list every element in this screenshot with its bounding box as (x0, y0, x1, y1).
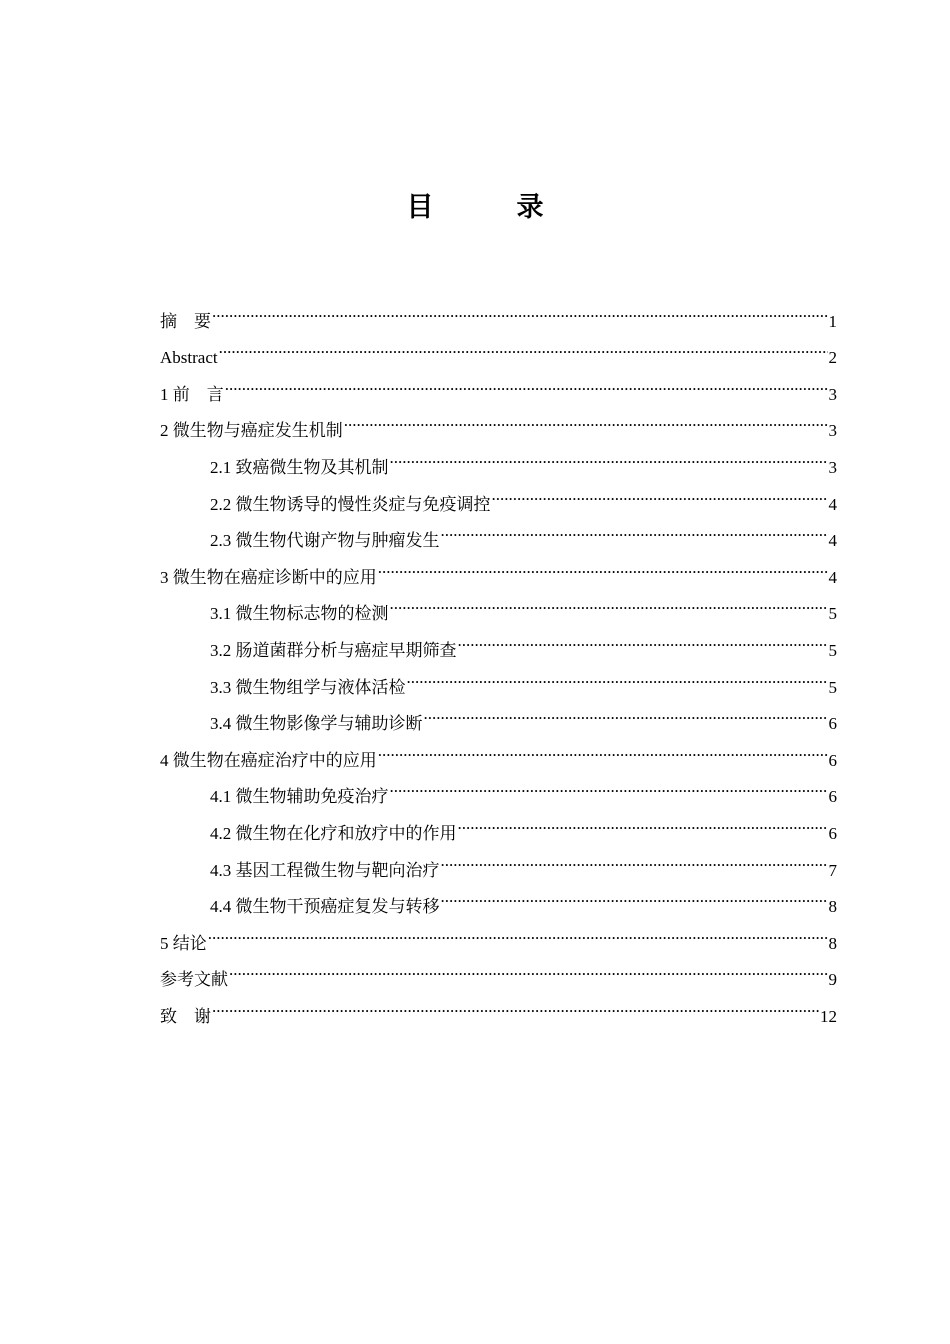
toc-entry-label: 2.2 微生物诱导的慢性炎症与免疫调控 (210, 494, 491, 514)
toc-entry-label: 4.4 微生物干预癌症复发与转移 (210, 897, 440, 917)
toc-entry-label: 致 谢 (160, 1006, 211, 1026)
toc-entry-label: 5 结论 (160, 933, 207, 953)
toc-entry-label: 2 微生物与癌症发生机制 (160, 421, 343, 441)
toc-entry-page: 8 (828, 933, 837, 953)
toc-dot-leader (229, 949, 828, 986)
toc-dot-leader (492, 473, 828, 510)
toc-entry-page: 5 (828, 677, 837, 697)
toc-entry-label: 参考文献 (160, 970, 228, 990)
toc-entry-label: 4 微生物在癌症治疗中的应用 (160, 750, 377, 770)
toc-entry-page: 3 (828, 457, 837, 477)
toc-dot-leader (378, 729, 828, 766)
toc-entry-page: 1 (828, 311, 837, 331)
toc-entry-label: 3 微生物在癌症诊断中的应用 (160, 567, 377, 587)
toc-dot-leader (390, 436, 828, 473)
toc-entry-page: 4 (828, 567, 837, 587)
toc-entry-page: 5 (828, 604, 837, 624)
toc-entry-page: 5 (828, 640, 837, 660)
toc-entry[interactable] (160, 912, 837, 953)
toc-entry-label: 1 前 言 (160, 384, 224, 404)
toc-entry-label: 3.2 肠道菌群分析与癌症早期筛查 (210, 640, 457, 660)
toc-entry[interactable] (160, 400, 837, 441)
toc-entry-page: 4 (828, 531, 837, 551)
toc-entry-page: 3 (828, 421, 837, 441)
toc-entry[interactable] (160, 327, 837, 368)
toc-dot-leader (390, 583, 828, 620)
toc-dot-leader (458, 802, 828, 839)
toc-dot-leader (424, 693, 828, 730)
table-of-contents (160, 290, 837, 1026)
toc-entry-page: 7 (828, 860, 837, 880)
toc-dot-leader (208, 912, 828, 949)
toc-dot-leader (441, 510, 828, 547)
toc-dot-leader (212, 290, 828, 327)
toc-entry[interactable] (160, 985, 837, 1026)
toc-entry-page: 6 (828, 823, 837, 843)
toc-entry-label: 4.1 微生物辅助免疫治疗 (210, 787, 389, 807)
toc-entry-page: 4 (828, 494, 837, 514)
toc-dot-leader (212, 985, 819, 1022)
toc-title: 目 录 (406, 192, 572, 223)
toc-entry-page: 6 (828, 750, 837, 770)
toc-dot-leader (407, 656, 828, 693)
toc-dot-leader (441, 876, 828, 913)
toc-entry[interactable] (160, 949, 837, 990)
toc-dot-leader (378, 546, 828, 583)
toc-entry-page: 6 (828, 787, 837, 807)
toc-entry-page: 9 (828, 970, 837, 990)
toc-entry-label: 2.3 微生物代谢产物与肿瘤发生 (210, 531, 440, 551)
toc-dot-leader (390, 766, 828, 803)
toc-dot-leader (344, 400, 828, 437)
toc-entry-page: 2 (828, 348, 837, 368)
toc-entry-label: Abstract (160, 348, 218, 368)
toc-entry-label: 3.4 微生物影像学与辅助诊断 (210, 714, 423, 734)
toc-entry-label: 2.1 致癌微生物及其机制 (210, 457, 389, 477)
toc-dot-leader (219, 327, 828, 364)
toc-entry-page: 6 (828, 714, 837, 734)
toc-dot-leader (458, 619, 828, 656)
toc-entry-page: 12 (820, 1006, 837, 1026)
toc-entry-page: 8 (828, 897, 837, 917)
toc-entry-label: 3.3 微生物组学与液体活检 (210, 677, 406, 697)
toc-entry[interactable] (160, 363, 837, 404)
toc-dot-leader (225, 363, 828, 400)
toc-dot-leader (441, 839, 828, 876)
toc-entry-label: 4.3 基因工程微生物与靶向治疗 (210, 860, 440, 880)
toc-entry-label: 4.2 微生物在化疗和放疗中的作用 (210, 823, 457, 843)
toc-entry-label: 摘 要 (160, 311, 211, 331)
toc-entry[interactable] (160, 290, 837, 331)
toc-entry-page: 3 (828, 384, 837, 404)
toc-entry-label: 3.1 微生物标志物的检测 (210, 604, 389, 624)
